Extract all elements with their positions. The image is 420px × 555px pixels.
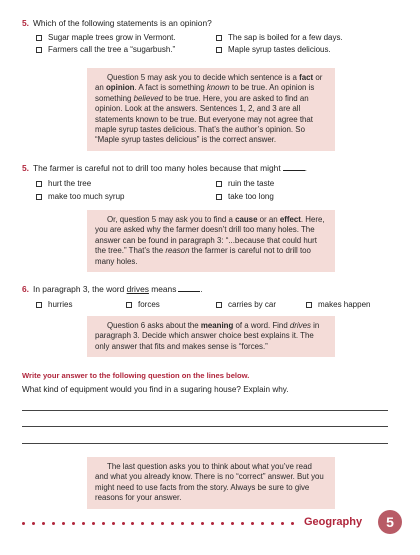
answer-options <box>22 297 402 311</box>
answer-option[interactable] <box>126 300 160 310</box>
tip-box-word-meaning <box>87 316 335 357</box>
footer-dot <box>52 522 55 525</box>
option-label: makes happen <box>318 300 371 309</box>
question-5-cause-effect <box>22 163 402 204</box>
question-number: 6. <box>22 284 29 294</box>
checkbox[interactable] <box>216 35 222 41</box>
option-label: take too long <box>228 192 274 201</box>
answer-blank <box>178 284 200 292</box>
checkbox[interactable] <box>36 302 42 308</box>
answer-option[interactable] <box>36 192 124 202</box>
question-text: The farmer is careful not to drill too many holes because that might <box>33 163 281 173</box>
answer-option[interactable] <box>216 33 343 43</box>
checkbox[interactable] <box>126 302 132 308</box>
term-opinion: opinion <box>105 83 135 93</box>
option-label: hurries <box>48 300 73 309</box>
option-label: make too much syrup <box>48 192 125 201</box>
answer-line[interactable] <box>22 426 388 427</box>
answer-option[interactable] <box>216 300 276 310</box>
footer-dot <box>141 522 144 525</box>
footer-dot <box>291 522 294 525</box>
option-label: hurt the tree <box>48 179 92 188</box>
footer-dot <box>241 522 244 525</box>
footer-dot <box>271 522 274 525</box>
answer-option[interactable] <box>216 45 331 55</box>
option-label: ruin the taste <box>228 179 275 188</box>
footer-dot <box>62 522 65 525</box>
checkbox[interactable] <box>216 181 222 187</box>
footer-dot <box>201 522 204 525</box>
written-response-question: What kind of equipment would you find in a sugaring house? Explain why. <box>22 385 289 394</box>
tip-text: Or, question 5 may ask you to find a cause or an effect. Here, you are asked why the farmer doesn’t drill too many holes. The answer can be found in paragraph 3: “...because that could hurt the tree.” That’s the reason the farmer is careful not to drill too many holes. <box>95 215 325 266</box>
footer-dotted-rule <box>22 521 294 525</box>
answer-option[interactable] <box>216 179 274 189</box>
footer-dot <box>22 522 25 525</box>
question-number: 5. <box>22 18 29 28</box>
answer-option[interactable] <box>36 45 175 55</box>
footer-subject: Geography <box>304 516 363 528</box>
written-response-heading: Write your answer to the following question on the lines below. <box>22 371 250 380</box>
footer-dot <box>122 522 125 525</box>
option-label: The sap is boiled for a few days. <box>228 33 343 42</box>
question-text: Which of the following statements is an opinion? <box>33 18 212 28</box>
option-label: carries by car <box>228 300 277 309</box>
answer-option[interactable] <box>306 300 370 310</box>
footer-dot <box>112 522 115 525</box>
footer-dot <box>161 522 164 525</box>
answer-option[interactable] <box>216 192 274 202</box>
answer-line[interactable] <box>22 443 388 444</box>
footer-dot <box>72 522 75 525</box>
footer-dot <box>281 522 284 525</box>
footer-dot <box>191 522 194 525</box>
footer-dot <box>92 522 95 525</box>
footer-dot <box>151 522 154 525</box>
footer-dot <box>261 522 264 525</box>
footer-dot <box>42 522 45 525</box>
option-label: Sugar maple trees grow in Vermont. <box>48 33 176 42</box>
term-meaning: meaning <box>200 321 234 330</box>
answer-options <box>22 31 402 57</box>
checkbox[interactable] <box>36 194 42 200</box>
term-effect: effect <box>279 215 301 224</box>
option-label: forces <box>138 300 160 309</box>
option-label: Maple syrup tastes delicious. <box>228 45 331 54</box>
page-number-badge: 5 <box>378 510 402 534</box>
checkbox[interactable] <box>216 194 222 200</box>
answer-option[interactable] <box>36 300 72 310</box>
footer-dot <box>211 522 214 525</box>
answer-blank <box>283 163 305 171</box>
checkbox[interactable] <box>216 302 222 308</box>
tip-box-written-answer <box>87 457 335 509</box>
question-number: 5. <box>22 163 29 173</box>
footer-dot <box>171 522 174 525</box>
underlined-word: drives <box>126 284 149 294</box>
footer-dot <box>131 522 134 525</box>
checkbox[interactable] <box>216 47 222 53</box>
question-stem: 5. The farmer is careful not to drill too many holes because that might . <box>22 163 307 173</box>
footer-dot <box>251 522 254 525</box>
footer-dot <box>181 522 184 525</box>
footer-dot <box>82 522 85 525</box>
footer-dot <box>231 522 234 525</box>
answer-line[interactable] <box>22 410 388 411</box>
checkbox[interactable] <box>306 302 312 308</box>
footer-dot <box>221 522 224 525</box>
checkbox[interactable] <box>36 47 42 53</box>
option-label: Farmers call the tree a “sugarbush.” <box>48 45 176 54</box>
question-5-opinion <box>22 18 402 57</box>
checkbox[interactable] <box>36 35 42 41</box>
answer-option[interactable] <box>36 33 176 43</box>
tip-text: Question 6 asks about the meaning of a word. Find drives in paragraph 3. Decide which answer choice best explains it. The only answer that fits and makes sense is “forces.” <box>95 321 320 351</box>
answer-option[interactable] <box>36 179 91 189</box>
term-cause: cause <box>235 215 258 224</box>
term-fact: fact <box>299 73 314 82</box>
question-6-word-meaning <box>22 284 402 311</box>
question-stem <box>22 18 402 29</box>
checkbox[interactable] <box>36 181 42 187</box>
footer-dot <box>32 522 35 525</box>
tip-box-fact-opinion <box>87 68 335 151</box>
question-stem: 6. In paragraph 3, the word drives means . <box>22 284 203 294</box>
footer-dot <box>102 522 105 525</box>
tip-text: The last question asks you to think about what you’ve read and what you already know. There is no “correct” answer. But you might need to use facts from the story. Always be sure to give reasons for your answer. <box>95 462 324 503</box>
answer-options <box>22 176 402 204</box>
tip-text: Question 5 may ask you to decide which sentence is a fact or an opinion. A fact is something known to be true. An opinion is something believed to be true. Here, you are asked to find an opinion. Look at the answers. Sentences 1, 2, and 3 are all statements known to be true. But everyone may not agree that maple syrup tastes delicious. That’s the author’s opinion. So “Maple syrup tastes delicious” is the correct answer. <box>95 73 323 145</box>
tip-box-cause-effect <box>87 210 335 272</box>
